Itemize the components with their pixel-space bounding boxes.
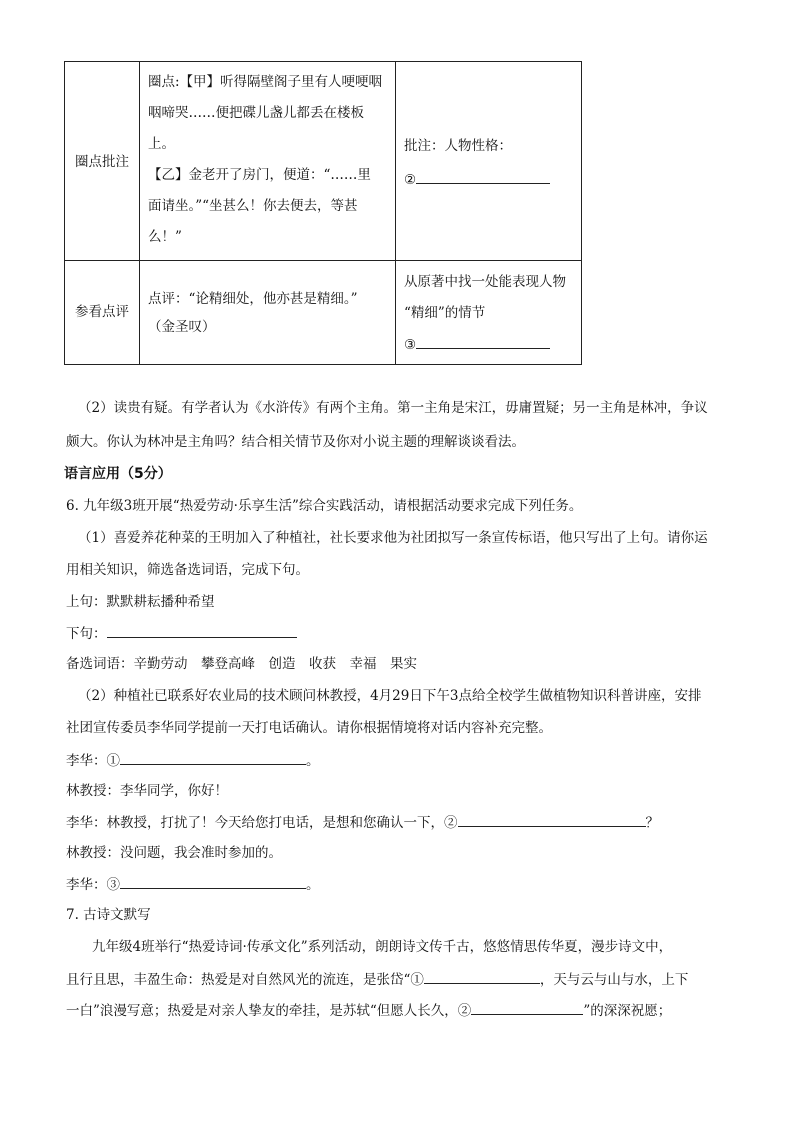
dialogue-line-3 bbox=[66, 812, 659, 833]
row1-text-line: 圈点:【甲】听得隔壁阁子里有人哽哽咽 bbox=[148, 74, 383, 90]
row1-answer-line bbox=[404, 169, 550, 190]
q7-line bbox=[66, 969, 688, 990]
q2-line: 颇大。你认为林冲是主角吗？结合相关情节及你对小说主题的理解谈谈看法。 bbox=[66, 434, 525, 450]
q7-text: ”的深深祝愿； bbox=[583, 1003, 672, 1019]
q7-line bbox=[66, 1000, 671, 1021]
table-row2-text-cell bbox=[140, 261, 395, 364]
dialogue-blank-2[interactable] bbox=[458, 812, 646, 827]
poem-blank-1[interactable] bbox=[424, 969, 540, 984]
row1-annotation-label: 批注：人物性格： bbox=[404, 138, 512, 154]
word-options: 备选词语：辛勤劳动 攀登高峰 创造 收获 幸福 果实 bbox=[66, 656, 417, 672]
dialogue-text: 李华：① bbox=[66, 753, 120, 769]
row1-text-line: 咽啼哭……便把碟儿盏儿都丢在楼板 bbox=[148, 105, 364, 121]
annotation-table bbox=[64, 61, 582, 365]
dialogue-punct: 。 bbox=[306, 877, 320, 893]
row1-text-line: 上。 bbox=[148, 136, 175, 152]
q6-intro: 6. 九年级3班开展“热爱劳动·乐享生活”综合实践活动，请根据活动要求完成下列任务。 bbox=[66, 498, 583, 514]
lower-couplet-blank[interactable] bbox=[107, 623, 297, 638]
dialogue-line-5 bbox=[66, 874, 320, 895]
row2-answer-line bbox=[404, 334, 550, 355]
dialogue-line-2: 林教授：李华同学，你好！ bbox=[66, 783, 228, 799]
row1-text-line: 么！” bbox=[148, 229, 182, 245]
row1-text-line: 【乙】金老开了房门，便道：“……里 bbox=[148, 167, 371, 183]
row2-comment: 点评：“论精细处，他亦甚是精细。” bbox=[148, 291, 358, 307]
poem-blank-2[interactable] bbox=[471, 1000, 583, 1015]
dialogue-blank-1[interactable] bbox=[120, 750, 306, 765]
row1-text-line: 面请坐。”“坐甚么！你去便去，等甚 bbox=[148, 198, 358, 214]
row1-label: 圈点批注 bbox=[75, 154, 129, 170]
dialogue-punct: 。 bbox=[306, 753, 320, 769]
row2-prompt: “精细”的情节 bbox=[404, 305, 486, 321]
q6-part2-line: 社团宣传委员李华同学提前一天打电话确认。请你根据情境将对话内容补充完整。 bbox=[66, 720, 552, 736]
answer-blank-3[interactable] bbox=[416, 334, 550, 349]
q7-line: 九年级4班举行“热爱诗词·传承文化”系列活动，朗朗诗文传千古，悠悠情思传华夏，漫步诗文中， bbox=[92, 939, 673, 955]
row2-source: （金圣叹） bbox=[148, 319, 216, 335]
lower-couplet-label: 下句： bbox=[66, 626, 107, 642]
dialogue-text: 李华：③ bbox=[66, 877, 120, 893]
q2-line: （2）读贵有疑。有学者认为《水浒传》有两个主角。第一主角是宋江，毋庸置疑；另一主角是林冲，争议 bbox=[78, 400, 708, 416]
dialogue-punct: ？ bbox=[645, 815, 659, 831]
upper-couplet: 上句：默默耕耘播种希望 bbox=[66, 594, 215, 610]
q6-part1-line: 用相关知识，筛选备选词语，完成下句。 bbox=[66, 562, 309, 578]
table-row2-answer-cell bbox=[396, 261, 581, 364]
blank-number: ② bbox=[404, 172, 417, 188]
q6-part1-line: （1）喜爱养花种菜的王明加入了种植社，社长要求他为社团拟写一条宣传标语，他只写出了上句。请你运 bbox=[78, 530, 708, 546]
dialogue-text: 李华：林教授，打扰了！今天给您打电话，是想和您确认一下，② bbox=[66, 815, 458, 831]
dialogue-line-4: 林教授：没问题，我会准时参加的。 bbox=[66, 845, 282, 861]
row2-label: 参看点评 bbox=[75, 304, 129, 320]
table-row1-answer-cell bbox=[396, 62, 581, 260]
q6-part2-line: （2）种植社已联系好农业局的技术顾问林教授，4月29日下午3点给全校学生做植物知识科普讲座，安排 bbox=[78, 688, 702, 704]
q7-title: 7. 古诗文默写 bbox=[66, 907, 151, 923]
q7-text: 且行且思，丰盈生命：热爱是对自然风光的流连，是张岱“① bbox=[66, 972, 424, 988]
section-title: 语言应用（5分） bbox=[64, 466, 172, 482]
blank-number: ③ bbox=[404, 337, 417, 353]
q7-text: 一白”浪漫写意；热爱是对亲人挚友的牵挂，是苏轼“但愿人长久，② bbox=[66, 1003, 472, 1019]
lower-couplet-line bbox=[66, 623, 297, 644]
table-row2-label-cell bbox=[65, 261, 139, 364]
answer-blank-2[interactable] bbox=[416, 169, 550, 184]
dialogue-blank-3[interactable] bbox=[120, 874, 306, 889]
table-row1-text-cell bbox=[140, 62, 395, 260]
table-row1-label-cell bbox=[65, 62, 139, 260]
row2-prompt: 从原著中找一处能表现人物 bbox=[404, 274, 566, 290]
dialogue-line-1 bbox=[66, 750, 320, 771]
q7-text: ，天与云与山与水，上下 bbox=[539, 972, 689, 988]
